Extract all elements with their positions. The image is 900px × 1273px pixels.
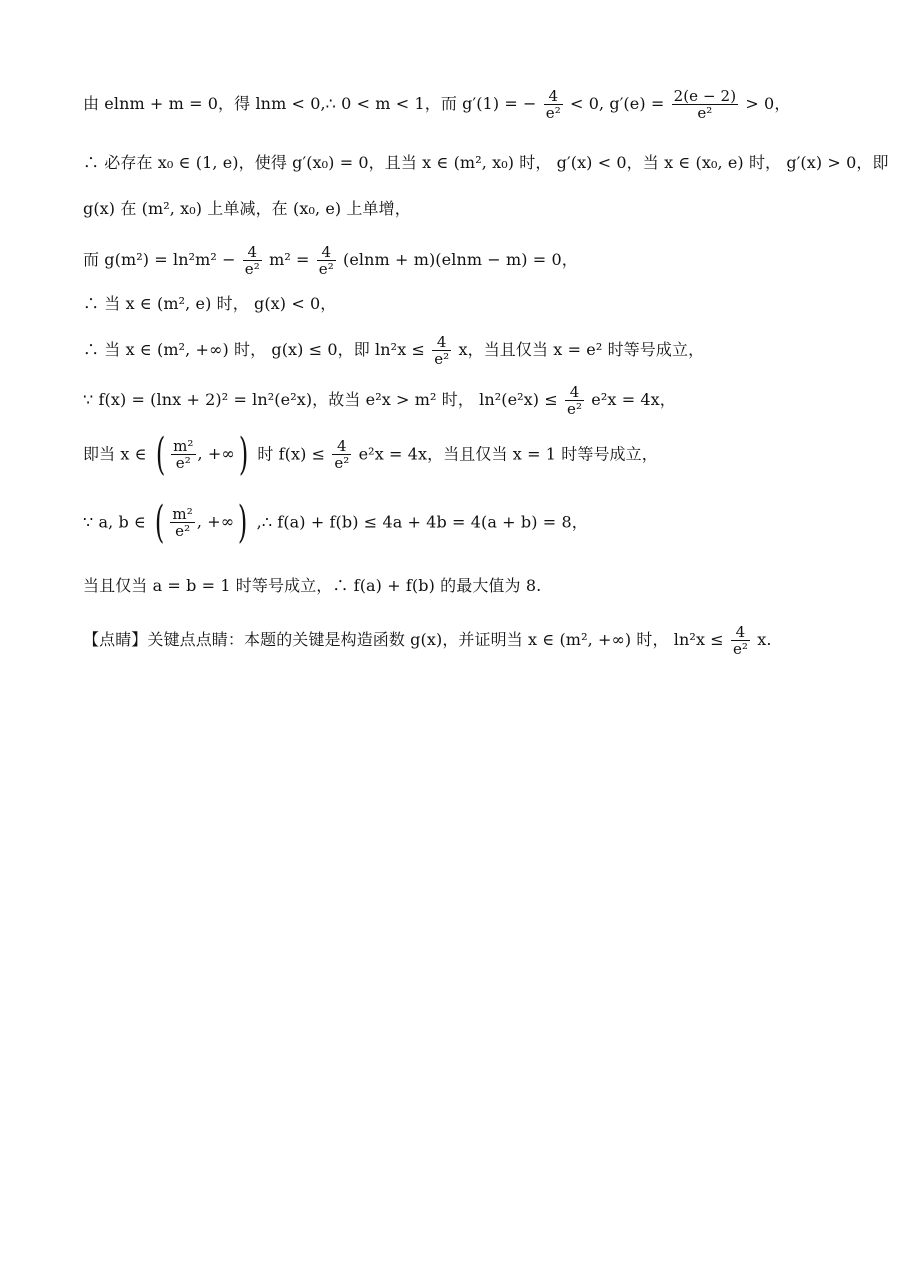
left-paren: ( — [155, 429, 166, 480]
solution-line-4: 而 g(m²) = ln²m² − $\frac{4}{\text{e²}}$ m² = $\frac{4}{\text{e²}}$ (elnm + m)(elnm − m) = 0， — [83, 243, 578, 279]
left-paren: ( — [155, 497, 165, 548]
line-7-text: ∵ f(x) = (lnx + 2)² = ln²(e²x)，故当 e²x > m² 时， ln²(e²x) ≤ — [83, 390, 564, 410]
solution-line-7: ∵ f(x) = (lnx + 2)² = ln²(e²x)，故当 e²x > m² 时， ln²(e²x) ≤ $\frac{4}{\text{e²}}$ e²x = 4x， — [83, 383, 676, 419]
line-4-text: 而 g(m²) = ln²m² − — [83, 250, 241, 270]
solution-line-9: ∵ a, b ∈ ( $\frac{\text{m²}}{\text{e²}}$ , +∞) ,∴ f(a) + f(b) ≤ 4a + 4b = 4(a + b) = 8， — [83, 497, 588, 548]
fraction: $\frac{4}{\text{e²}}$ — [567, 383, 583, 419]
fraction: $\frac{4}{\text{e²}}$ — [244, 243, 260, 279]
fraction: $\frac{\text{m²}}{\text{e²}}$ — [172, 505, 193, 541]
fraction: $\frac{4}{\text{e²}}$ — [434, 333, 450, 369]
solution-line-2 — [83, 153, 889, 172]
right-paren: ) — [238, 497, 248, 548]
solution-line-1: 由 elnm + m = 0，得 lnm < 0,∴ 0 < m < 1，而 g′(1) = − $\frac{4}{\text{e²}}$ < 0, g′(e) = $\frac{2(e - 2)}{\text{e²}}$ > 0， — [83, 87, 791, 123]
line-8-text: 即当 x ∈ — [83, 444, 147, 464]
solution-line-5 — [83, 296, 830, 312]
line-1-text: 由 elnm + m = 0，得 lnm < 0,∴ 0 < m < 1，而 g′(1) = − — [83, 94, 537, 114]
line-10-text: 当且仅当 a = b = 1 时等号成立，∴ f(a) + f(b) 的最大值为 8. — [83, 576, 542, 595]
solution-line-6: ∴ 当 x ∈ (m², +∞) 时， g(x) ≤ 0，即 ln²x ≤ $\frac{4}{\text{e²}}$ x，当且仅当 x = e² 时等号成立， — [83, 333, 705, 369]
right-paren: ) — [238, 429, 249, 480]
fraction: $\frac{4}{\text{e²}}$ — [732, 623, 749, 659]
line-11-text: 【点睛】关键点点睛：本题的关键是构造函数 g(x)，并证明当 x ∈ (m², +∞) 时， ln²x ≤ — [83, 630, 729, 650]
line-5-text: ∴ 当 x ∈ (m², e) 时， g(x) < 0， — [83, 294, 337, 313]
fraction: $\frac{4}{\text{e²}}$ — [545, 87, 561, 123]
line-2-text: ∴ 必存在 x₀ ∈ (1, e)，使得 g′(x₀) = 0，且当 x ∈ (m², x₀) 时， g′(x) < 0，当 x ∈ (x₀, e) 时， g′(x) > 0，即 — [83, 153, 889, 172]
solution-line-3 — [83, 201, 830, 217]
fraction: $\frac{4}{\text{e²}}$ — [334, 437, 350, 473]
line-6-text: ∴ 当 x ∈ (m², +∞) 时， g(x) ≤ 0，即 ln²x ≤ — [83, 340, 431, 360]
fraction: $\frac{\text{m²}}{\text{e²}}$ — [173, 437, 194, 473]
fraction: $\frac{4}{\text{e²}}$ — [318, 243, 334, 279]
line-9-text: ∵ a, b ∈ — [83, 512, 146, 532]
solution-line-8: 即当 x ∈ ( $\frac{\text{m²}}{\text{e²}}$ , +∞) 时 f(x) ≤ $\frac{4}{\text{e²}}$ e²x = 4x，当且仅当 x = 1 时等号成立， — [83, 429, 658, 480]
key-point-note: 【点睛】关键点点睛：本题的关键是构造函数 g(x)，并证明当 x ∈ (m², +∞) 时， ln²x ≤ $\frac{4}{\text{e²}}$ x. — [83, 623, 772, 659]
fraction: $\frac{2(e - 2)}{\text{e²}}$ — [673, 87, 737, 123]
line-3-text: g(x) 在 (m², x₀) 上单减，在 (x₀, e) 上单增， — [83, 199, 411, 218]
solution-line-10 — [83, 578, 830, 594]
